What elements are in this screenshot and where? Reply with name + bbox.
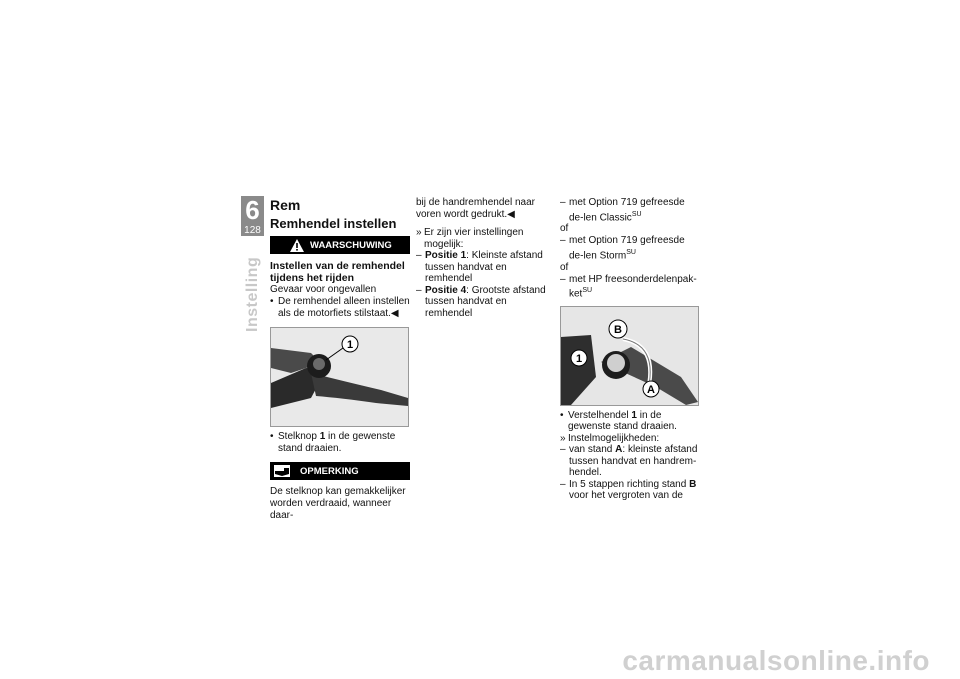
bullet-suffix: in de gewenste stand draaien. (278, 431, 396, 454)
adjust-option-1 (560, 444, 700, 479)
warning-text: Gevaar voor ongevallen (270, 284, 377, 295)
bullet-ref: 1 (319, 431, 326, 442)
adjust-option-1-ref: A (615, 444, 623, 456)
option-item-1 (416, 250, 556, 285)
dash-icon: – (560, 273, 566, 285)
result-arrow-icon: » (416, 227, 422, 238)
note-text: De stelknop kan gemakkelijker worden verdraaid, wanneer daar- (270, 486, 406, 521)
adjust-option-2-prefix: In 5 stappen richting stand (569, 478, 690, 490)
warning-heading: Instellen van de remhendel tijdens het rijden (270, 260, 405, 284)
dash-icon: – (560, 478, 566, 490)
or-text: of (560, 223, 569, 235)
verstelhendel-bullet (560, 410, 700, 433)
or-text: of (560, 261, 569, 273)
figure1-callout-1: 1 (346, 339, 354, 351)
condition-3-sup: SU (582, 287, 593, 295)
adjuster-lever-figure (560, 306, 699, 406)
brake-lever-figure (270, 327, 409, 427)
warning-triangle-icon (290, 239, 304, 252)
warning-bullet-text: De remhendel alleen instellen als de motorfiets stilstaat.◀ (278, 296, 410, 319)
figure2-callout-b: B (614, 323, 622, 336)
option-2-text: : Grootste afstand tussen handvat en remhendel (425, 284, 546, 319)
figure2-callout-a: A (647, 383, 655, 396)
condition-1-sup: SU (631, 210, 642, 218)
adjust-option-2-ref: B (689, 478, 697, 490)
bullet-ref: 1 (631, 409, 637, 421)
section-subtitle: Remhendel instellen (270, 216, 397, 231)
warning-bullet (270, 296, 410, 319)
bullet-icon: • (560, 409, 564, 421)
watermark: carmanualsonline.info (622, 645, 930, 676)
adjust-option-1-prefix: van stand (569, 444, 616, 456)
warning-label: WAARSCHUWING (310, 239, 392, 251)
bullet-icon: • (270, 431, 274, 442)
result-arrow-icon: » (560, 432, 566, 444)
result-text: Instelmogelijkheden: (568, 432, 660, 444)
condition-item-1 (560, 197, 700, 223)
option-1-text: : Kleinste afstand tussen handvat en remhendel (425, 250, 543, 284)
adjuster-lever-illustration (561, 307, 698, 405)
brake-lever-illustration (271, 328, 408, 426)
continued-text: bij de handremhendel naar voren wordt gedrukt.◀ (416, 197, 535, 220)
dash-icon: – (560, 235, 566, 247)
bullet-icon: • (270, 296, 274, 307)
adjust-option-2 (560, 479, 700, 502)
result-item (416, 227, 556, 250)
option-1-label: Positie 1 (425, 250, 467, 261)
note-label: OPMERKING (300, 465, 359, 477)
bullet-prefix: Verstelhendel (568, 409, 632, 421)
condition-item-3 (560, 274, 700, 300)
bullet-prefix: Stelknop (278, 431, 320, 442)
stelknop-bullet (270, 431, 410, 454)
pointing-hand-icon (274, 465, 290, 477)
condition-2-text: met Option 719 gefreesde de-len Storm (569, 235, 685, 262)
dash-icon: – (560, 197, 566, 208)
bullet-suffix: in de gewenste stand draaien. (568, 409, 677, 433)
condition-1-text: met Option 719 gefreesde de-len Classic (569, 197, 685, 223)
result-text: Er zijn vier instellingen mogelijk: (424, 227, 524, 250)
chapter-side-label: Instelling (244, 256, 261, 332)
condition-2-sup: SU (626, 248, 636, 256)
column-3 (560, 197, 700, 502)
condition-item-2 (560, 235, 700, 261)
adjust-option-1-text: : kleinste afstand tussen handvat en handrem-hendel. (569, 444, 698, 479)
chapter-number: 6 (245, 195, 260, 225)
warning-bar (270, 236, 410, 254)
dash-icon: – (560, 444, 566, 456)
result-item (560, 433, 700, 445)
column-2 (416, 197, 556, 319)
section-title: Rem (270, 197, 301, 213)
option-item-2 (416, 285, 556, 320)
adjust-option-2-text: voor het vergroten van de (569, 490, 683, 502)
figure2-callout-1: 1 (575, 352, 583, 365)
option-2-label: Positie 4 (425, 284, 467, 296)
dash-icon: – (416, 250, 422, 261)
condition-3-text: met HP freesonderdelenpak-ket (569, 273, 697, 300)
dash-icon: – (416, 284, 422, 296)
note-bar (270, 462, 410, 480)
page-number: 128 (244, 225, 261, 236)
column-1 (270, 197, 410, 522)
